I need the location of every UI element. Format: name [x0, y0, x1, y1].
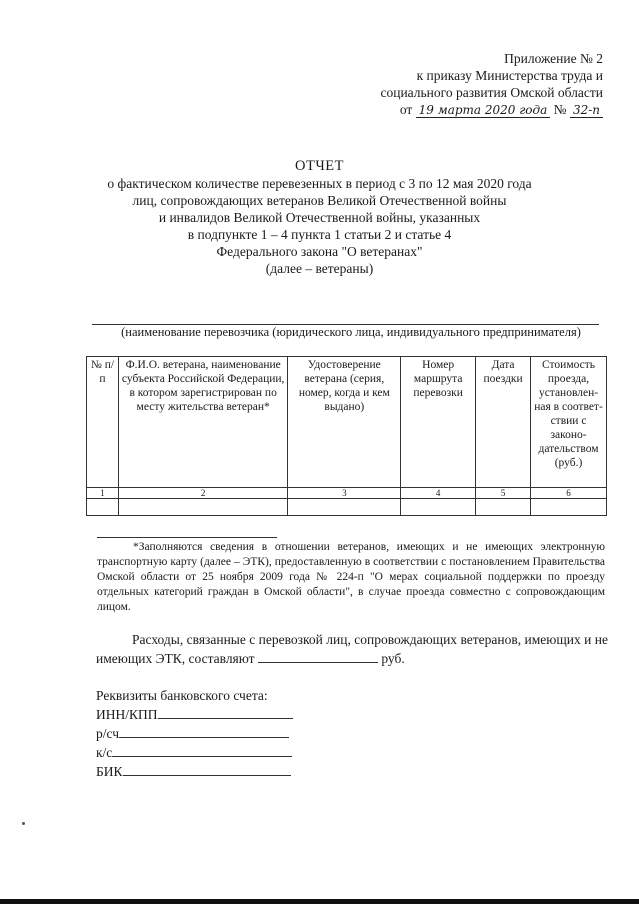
ks-blank[interactable] [112, 743, 292, 757]
header-cell: Ф.И.О. ветерана, наименование субъекта Российской Федерации, в котором зарегистрирован по месту жительства ветеран* [118, 357, 288, 488]
column-number: 3 [288, 488, 401, 499]
table-cell[interactable] [118, 499, 288, 516]
header-cell: Номер маршрута перевозки [401, 357, 476, 488]
rs-label: р/сч [96, 726, 120, 741]
scan-speck [22, 822, 25, 825]
expenses-unit: руб. [381, 651, 405, 666]
title-line-6: (далее – ветераны) [265, 261, 374, 276]
inn-blank[interactable] [158, 705, 293, 719]
bik-blank[interactable] [123, 762, 291, 776]
bank-row-inn [96, 705, 293, 724]
inn-label: ИНН/КПП [96, 707, 158, 722]
handwritten-date: 19 марта 2020 года [416, 103, 551, 118]
header-cell: Дата поездки [476, 357, 531, 488]
bank-row-rs [96, 724, 293, 743]
table-number-row [87, 488, 607, 499]
header-cell: Стоимость проезда, установлен-ная в соответ-ствии с законо-дательством (руб.) [531, 357, 607, 488]
scan-edge [0, 899, 639, 904]
title-line-5: Федерального закона "О ветеранах" [216, 244, 423, 259]
table-cell[interactable] [401, 499, 476, 516]
footnote-separator [97, 537, 277, 538]
title-line-4: в подпункте 1 – 4 пункта 1 статьи 2 и статье 4 [187, 227, 452, 242]
number-prefix: № [553, 102, 567, 117]
carrier-caption: (наименование перевозчика (юридического лица, индивидуального предпринимателя) [121, 325, 581, 339]
column-number: 2 [118, 488, 288, 499]
bank-row-bik [96, 762, 293, 781]
column-number: 1 [87, 488, 119, 499]
bik-label: БИК [96, 764, 123, 779]
header-cell: № п/п [87, 357, 119, 488]
appendix-line-3: социального развития Омской области [380, 85, 603, 100]
appendix-date-line [380, 101, 603, 119]
table-cell[interactable] [288, 499, 401, 516]
expenses-paragraph [96, 631, 608, 668]
date-prefix: от [399, 102, 413, 117]
rs-blank[interactable] [119, 724, 289, 738]
bank-details [96, 686, 293, 781]
appendix-line-1: Приложение № 2 [504, 51, 603, 66]
title-line-2: лиц, сопровождающих ветеранов Великой Отечественной войны [132, 193, 507, 208]
title-line-3: и инвалидов Великой Отечественной войны, указанных [158, 210, 481, 225]
title-main: ОТЧЕТ [295, 158, 344, 174]
bank-title: Реквизиты банковского счета: [96, 688, 268, 703]
column-number: 6 [531, 488, 607, 499]
column-number: 4 [401, 488, 476, 499]
table-cell[interactable] [476, 499, 531, 516]
ks-label: к/с [96, 745, 113, 760]
report-table [86, 356, 607, 516]
header-cell: Удостоверение ветерана (серия, номер, когда и кем выдано) [288, 357, 401, 488]
expenses-text: Расходы, связанные с перевозкой лиц, сопровождающих ветеранов, имеющих и не имеющих ЭТК, составляют [96, 632, 608, 666]
appendix-line-2: к приказу Министерства труда и [416, 68, 603, 83]
column-number: 5 [476, 488, 531, 499]
handwritten-number: 32-п [570, 103, 603, 118]
table-row [87, 499, 607, 516]
table-cell[interactable] [531, 499, 607, 516]
appendix-header [380, 50, 603, 119]
table-cell[interactable] [87, 499, 119, 516]
report-title [0, 158, 639, 277]
footnote: *Заполняются сведения в отношении ветеранов, имеющих и не имеющих электронную транспортную карту (далее – ЭТК), предоставленную в соответствии с постановлением Правительства Омской области от 25 ноября 2009 года № 224-п "О мерах социальной поддержки по проезду отдельных категорий граждан в Омской области", в случае проезда совместно с сопровождающим лицом. [97, 541, 605, 613]
table-header-row [87, 357, 607, 488]
expenses-amount-blank[interactable] [258, 649, 378, 663]
title-line-1: о фактическом количестве перевезенных в период с 3 по 12 мая 2020 года [107, 176, 532, 191]
bank-row-ks [96, 743, 293, 762]
